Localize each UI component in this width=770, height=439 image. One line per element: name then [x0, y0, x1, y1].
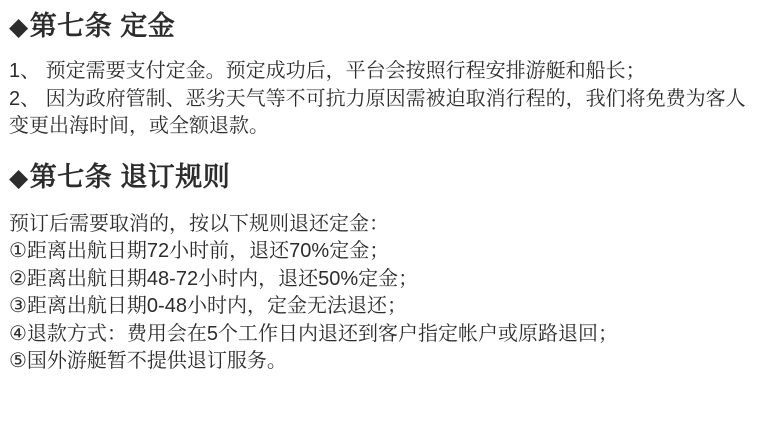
- section-title-deposit: 第七条 定金: [29, 11, 176, 41]
- section-heading-deposit: [9, 11, 770, 43]
- section-refund-rules: [9, 162, 770, 376]
- terms-line: 1、 预定需要支付定金。预定成功后，平台会按照行程安排游艇和船长；: [9, 60, 646, 82]
- terms-line: ①距离出航日期72小时前，退还70%定金；: [9, 240, 390, 262]
- terms-line: 2、 因为政府管制、恶劣天气等不可抗力原因需被迫取消行程的，我们将免费为客人: [9, 87, 746, 110]
- terms-line: 变更出海时间，或全额退款。: [9, 115, 269, 137]
- diamond-bullet-icon: ◆: [9, 163, 29, 192]
- section-body-refund: [9, 211, 770, 376]
- diamond-bullet-icon: ◆: [9, 13, 29, 41]
- terms-line: ④退款方式：费用会在5个工作日内退还到客户指定帐户或原路退回；: [9, 322, 619, 345]
- section-heading-refund: [9, 162, 770, 194]
- section-title-refund: 第七条 退订规则: [29, 161, 231, 192]
- section-body-deposit: [9, 58, 770, 141]
- section-deposit: [9, 11, 770, 141]
- terms-line: ⑤国外游艇暂不提供退订服务。: [9, 350, 287, 372]
- terms-line: 预订后需要取消的，按以下规则退还定金：: [9, 212, 389, 235]
- terms-line: ③距离出航日期0-48小时内，定金无法退还；: [9, 295, 407, 317]
- terms-line: ②距离出航日期48-72小时内，退还50%定金；: [9, 267, 419, 290]
